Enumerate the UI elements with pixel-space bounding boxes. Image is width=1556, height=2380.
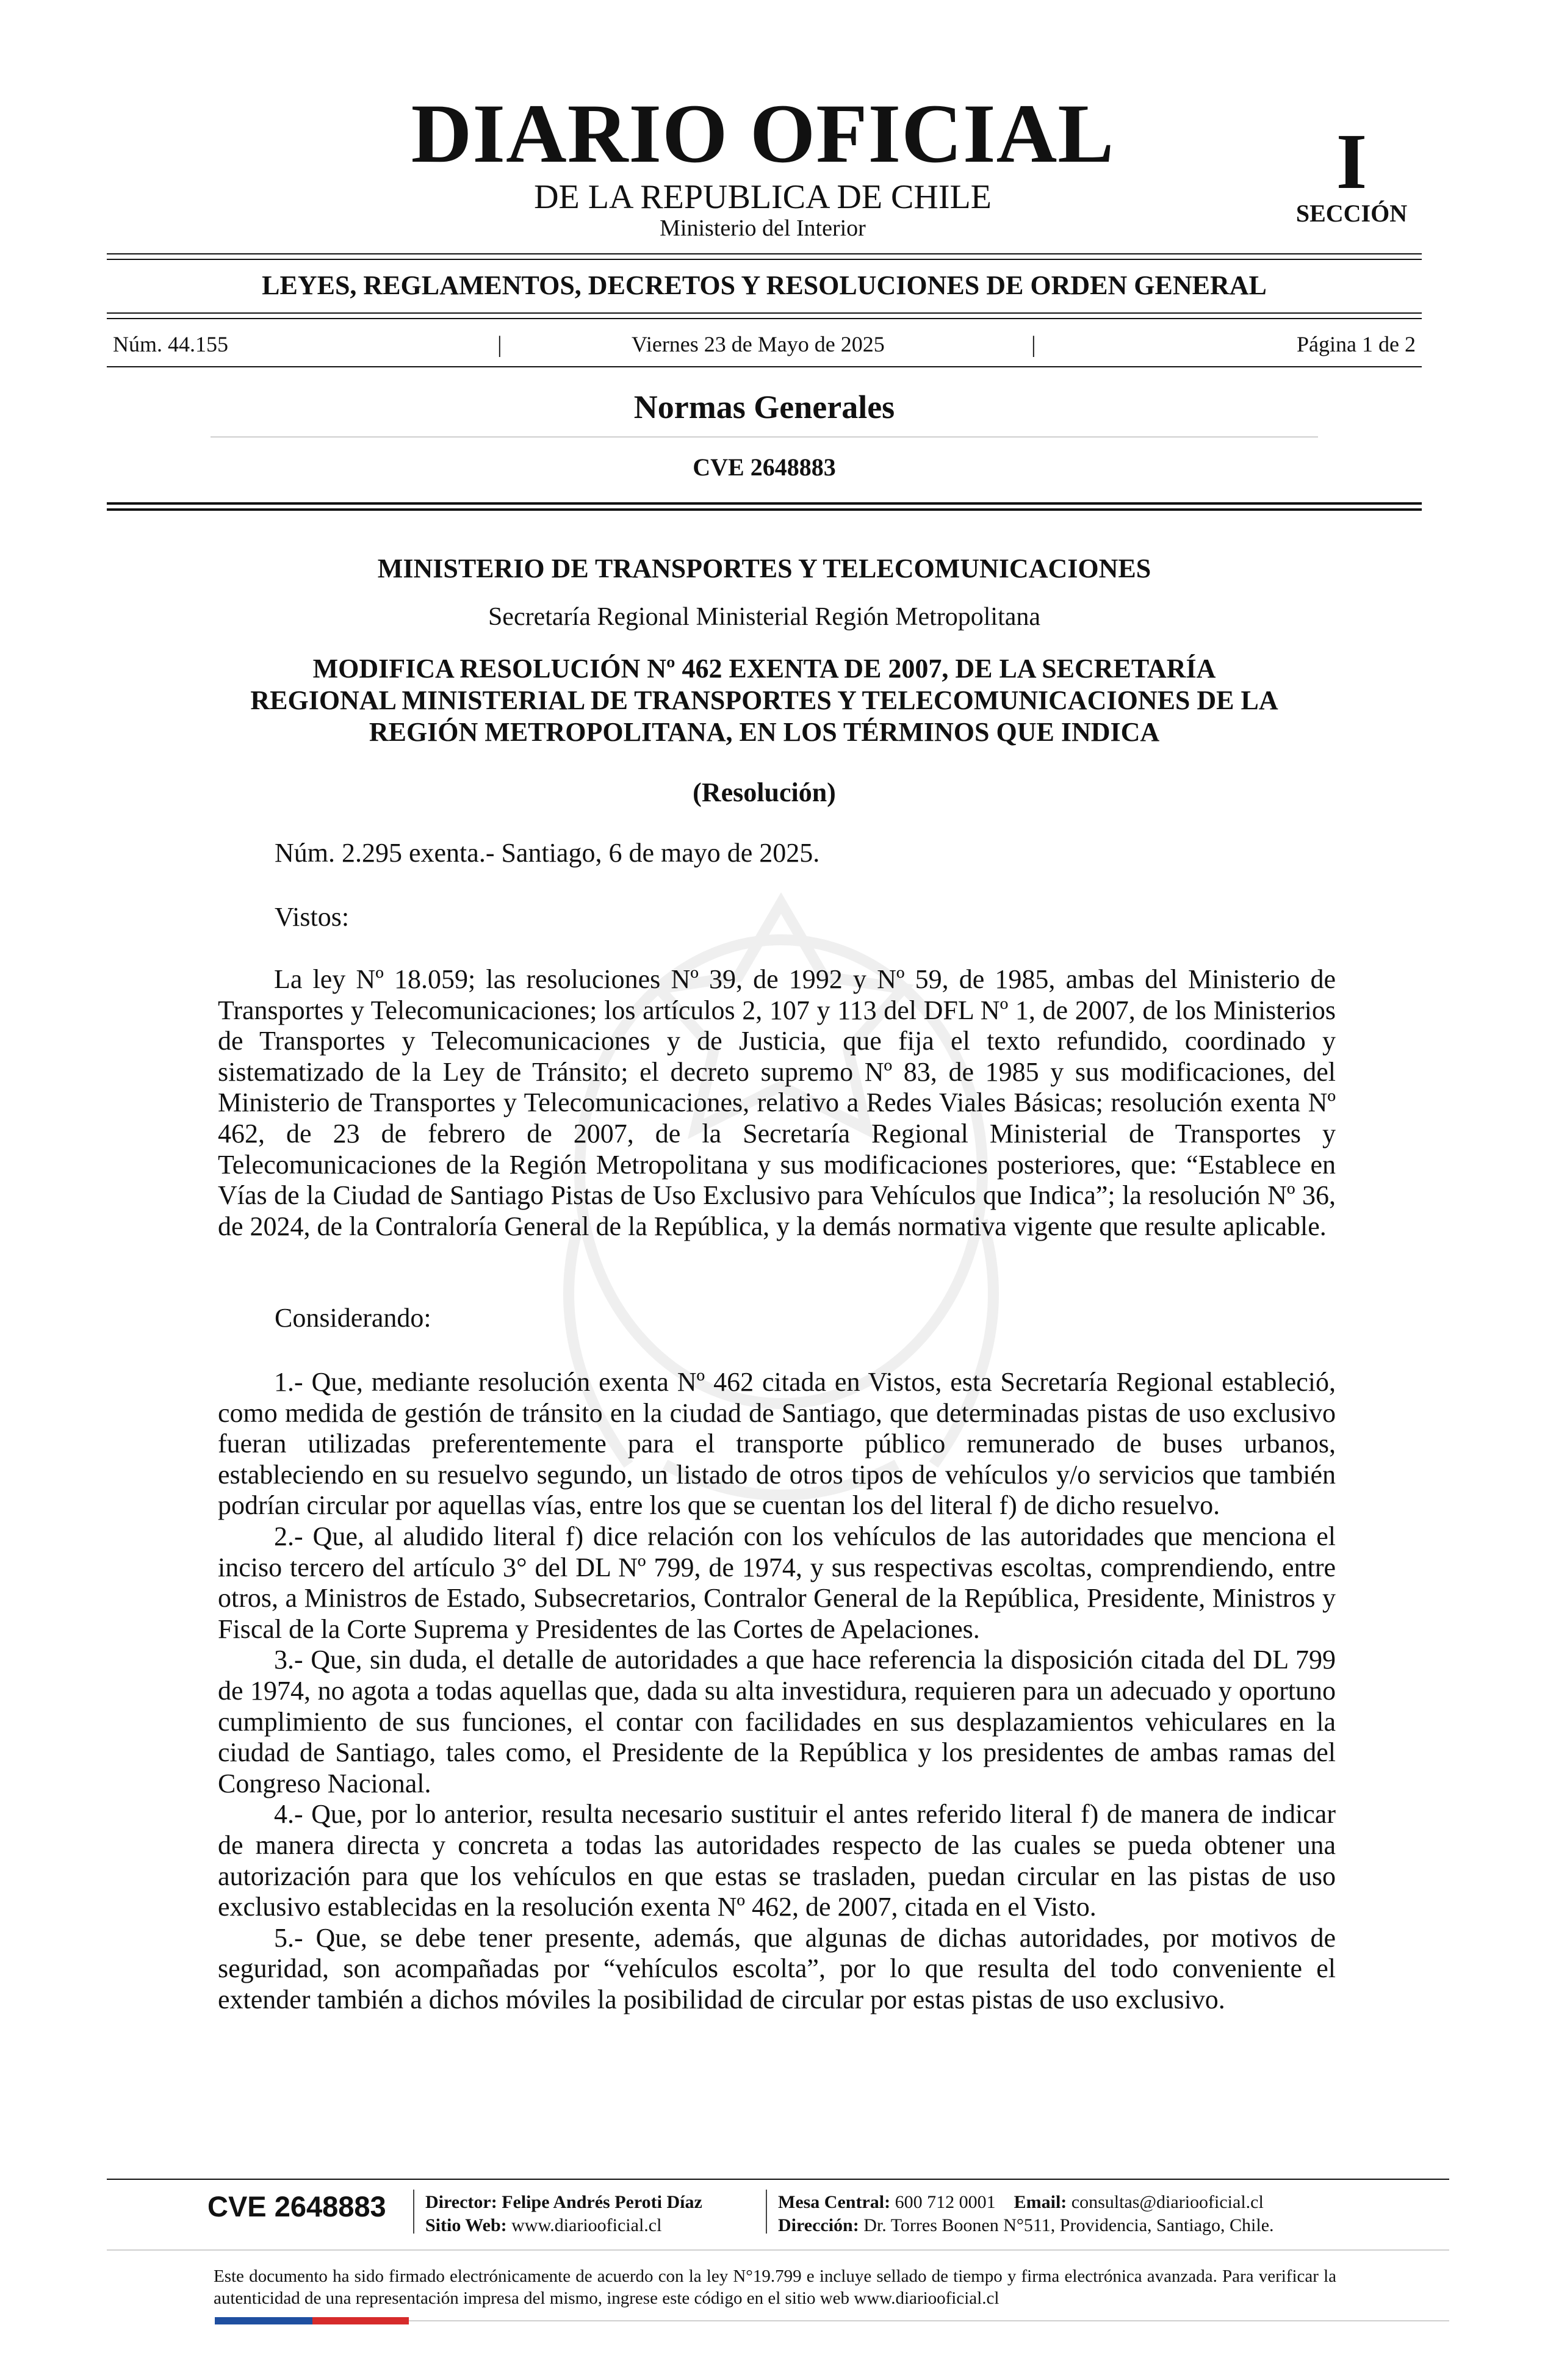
- director-value: Felipe Andrés Peroti Díaz: [502, 2192, 702, 2212]
- vistos-paragraph: [218, 964, 1336, 1242]
- vistos-heading: Vistos:: [275, 902, 350, 932]
- address-value: Dr. Torres Boonen N°511, Providencia, Santiago, Chile.: [863, 2215, 1274, 2235]
- page-indicator: Página 1 de 2: [1297, 332, 1416, 356]
- resolution-title-line: REGIONAL MINISTERIAL DE TRANSPORTES Y TELECOMUNICACIONES DE LA: [250, 685, 1278, 715]
- section-band-title: LEYES, REGLAMENTOS, DECRETOS Y RESOLUCIONES DE ORDEN GENERAL: [262, 270, 1267, 300]
- considerando-text: 2.- Que, al aludido literal f) dice relación con los vehículos de las autoridades que menciona el inciso tercero del artículo 3° del DL Nº 799, de 1974, y sus respectivas escoltas, comprendiendo, entre otros, a Ministros de Estado, Subsecretarios, Contralor General de la República, Presidente, Ministros y Fiscal de la Corte Suprema y Presidentes de las Cortes de Apelaciones.: [218, 1521, 1336, 1644]
- band-rule-1: [107, 312, 1422, 314]
- category-underline: [211, 436, 1318, 438]
- header-rule-1: [107, 502, 1422, 505]
- considerando-item: [218, 1923, 1336, 2016]
- footer-divider-1: [413, 2190, 414, 2234]
- email-link[interactable]: consultas@diariooficial.cl: [1071, 2192, 1264, 2212]
- vistos-text: La ley Nº 18.059; las resoluciones Nº 39, de 1992 y Nº 59, de 1985, ambas del Ministerio de Transportes y Telecomunicaciones; los artículos 2, 107 y 113 del DFL Nº 1, de 2007, de los Ministerios de Transportes y Telecomunicaciones y de Justicia, que fija el texto refundido, coordinado y sistematizado de la Ley de Tránsito; el decreto supremo Nº 83, de 1985 y sus modificaciones, del Ministerio de Transportes y Telecomunicaciones, relativo a Redes Viales Básicas; resolución exenta Nº 462, de 23 de febrero de 2007, de la Secretaría Regional Ministerial de Transportes y Telecomunicaciones de la Región Metropolitana y sus modificaciones posteriores, que: “Establece en Vías de la Ciudad de Santiago Pistas de Uso Exclusivo para Vehículos que Indica”; la resolución Nº 36, de 2024, de la Contraloría General de la República, y la demás normativa vigente que resulte aplicable.: [218, 964, 1336, 1241]
- director-label: Director:: [425, 2192, 497, 2212]
- resolution-title-line: REGIÓN METROPOLITANA, EN LOS TÉRMINOS QUE INDICA: [369, 717, 1160, 747]
- website-link[interactable]: www.diariooficial.cl: [511, 2215, 662, 2235]
- footer-rule-mid: [107, 2249, 1449, 2251]
- flag-stripe-blue: [215, 2317, 312, 2324]
- mesa-label: Mesa Central:: [778, 2192, 891, 2212]
- footer-rule-top: [107, 2179, 1449, 2180]
- section-number: I: [1336, 118, 1367, 206]
- masthead-ministry: Ministerio del Interior: [660, 215, 866, 241]
- email-label: Email:: [1014, 2192, 1067, 2212]
- ministry-name: MINISTERIO DE TRANSPORTES Y TELECOMUNICACIONES: [377, 554, 1151, 583]
- infobar-divider-1: |: [497, 332, 502, 358]
- considerando-item: [218, 1645, 1336, 1799]
- considerando-text: 4.- Que, por lo anterior, resulta necesario sustituir el antes referido literal f) de manera de indicar de manera directa y concreta a todas las autoridades respecto de las cuales se pueda obtener una autorización para que los vehículos en que estas se trasladen, puedan circular en las pistas de uso exclusivo establecidas en la resolución exenta Nº 462, de 2007, citada en el Visto.: [218, 1799, 1336, 1922]
- flag-stripe-red: [312, 2317, 409, 2324]
- band-rule-2: [107, 318, 1422, 319]
- masthead-subtitle: DE LA REPUBLICA DE CHILE: [534, 178, 992, 216]
- section-label: SECCIÓN: [1295, 200, 1408, 227]
- issue-info-bar: [113, 333, 1416, 358]
- footer-contact-left: [425, 2191, 702, 2237]
- masthead-rule-top-2: [107, 259, 1422, 260]
- website-label: Sitio Web:: [425, 2215, 507, 2235]
- footer-divider-2: [766, 2190, 767, 2234]
- considerando-text: 1.- Que, mediante resolución exenta Nº 462 citada en Vistos, esta Secretaría Regional estableció, como medida de gestión de tránsito en la ciudad de Santiago, que determinadas pistas de uso exclusivo fueran utilizadas preferentemente para el transporte público remunerado de buses urbanos, estableciendo en su resuelvo segundo, un listado de otros tipos de vehículos y/o servicios que también podrían circular por aquellas vías, entre los que se cuentan los del literal f) de dicho resuelvo.: [218, 1367, 1336, 1521]
- footer-cve-code: CVE 2648883: [207, 2190, 386, 2223]
- cve-code: CVE 2648883: [693, 453, 836, 481]
- considerando-item: [218, 1521, 1336, 1645]
- infobar-divider-2: |: [1031, 332, 1036, 358]
- considerando-list: [218, 1367, 1336, 2015]
- footer-rule-bottom: [409, 2320, 1449, 2321]
- footer-contact-right: [778, 2191, 1274, 2237]
- infobar-rule: [107, 366, 1422, 367]
- issue-number: Núm. 44.155: [113, 332, 228, 356]
- considerando-text: 3.- Que, sin duda, el detalle de autoridades a que hace referencia la disposición citada del DL 799 de 1974, no agota a todas aquellas que, dada su alta investidura, requieren para un adecuado y oportuno cumplimiento de sus funciones, el contar con facilidades en sus desplazamientos vehiculares en la ciudad de Santiago, tales como, el Presidente de la República y los presidentes de ambas ramas del Congreso Nacional.: [218, 1645, 1336, 1798]
- masthead-title: DIARIO OFICIAL: [411, 87, 1115, 180]
- legal-notice: Este documento ha sido firmado electrónicamente de acuerdo con la ley N°19.799 e incluye sellado de tiempo y firma electrónica avanzada. Para verificar la autenticidad de una representación impresa del mismo, ingrese este código en el sitio web www.diariooficial.cl: [214, 2266, 1336, 2308]
- resolution-number-line: Núm. 2.295 exenta.- Santiago, 6 de mayo de 2025.: [275, 838, 820, 868]
- issue-date: Viernes 23 de Mayo de 2025: [632, 332, 885, 356]
- resolution-title: [183, 653, 1345, 748]
- resolution-title-line: MODIFICA RESOLUCIÓN Nº 462 EXENTA DE 2007, DE LA SECRETARÍA: [312, 654, 1216, 683]
- document-type: (Resolución): [693, 777, 836, 807]
- considerando-text: 5.- Que, se debe tener presente, además, que algunas de dichas autoridades, por motivos de seguridad, son acompañadas por “vehículos escolta”, por lo que resulta del todo conveniente el extender también a dichos móviles la posibilidad de circular por estas pistas de uso exclusivo.: [218, 1922, 1336, 2014]
- considerando-item: [218, 1799, 1336, 1922]
- secretariat-name: Secretaría Regional Ministerial Región Metropolitana: [488, 603, 1041, 631]
- address-label: Dirección:: [778, 2215, 859, 2235]
- masthead-rule-top: [107, 253, 1422, 254]
- considerando-heading: Considerando:: [275, 1303, 431, 1333]
- considerando-item: [218, 1367, 1336, 1521]
- header-rule-2: [107, 508, 1422, 511]
- category-heading: Normas Generales: [633, 389, 895, 425]
- mesa-value: 600 712 0001: [895, 2192, 996, 2212]
